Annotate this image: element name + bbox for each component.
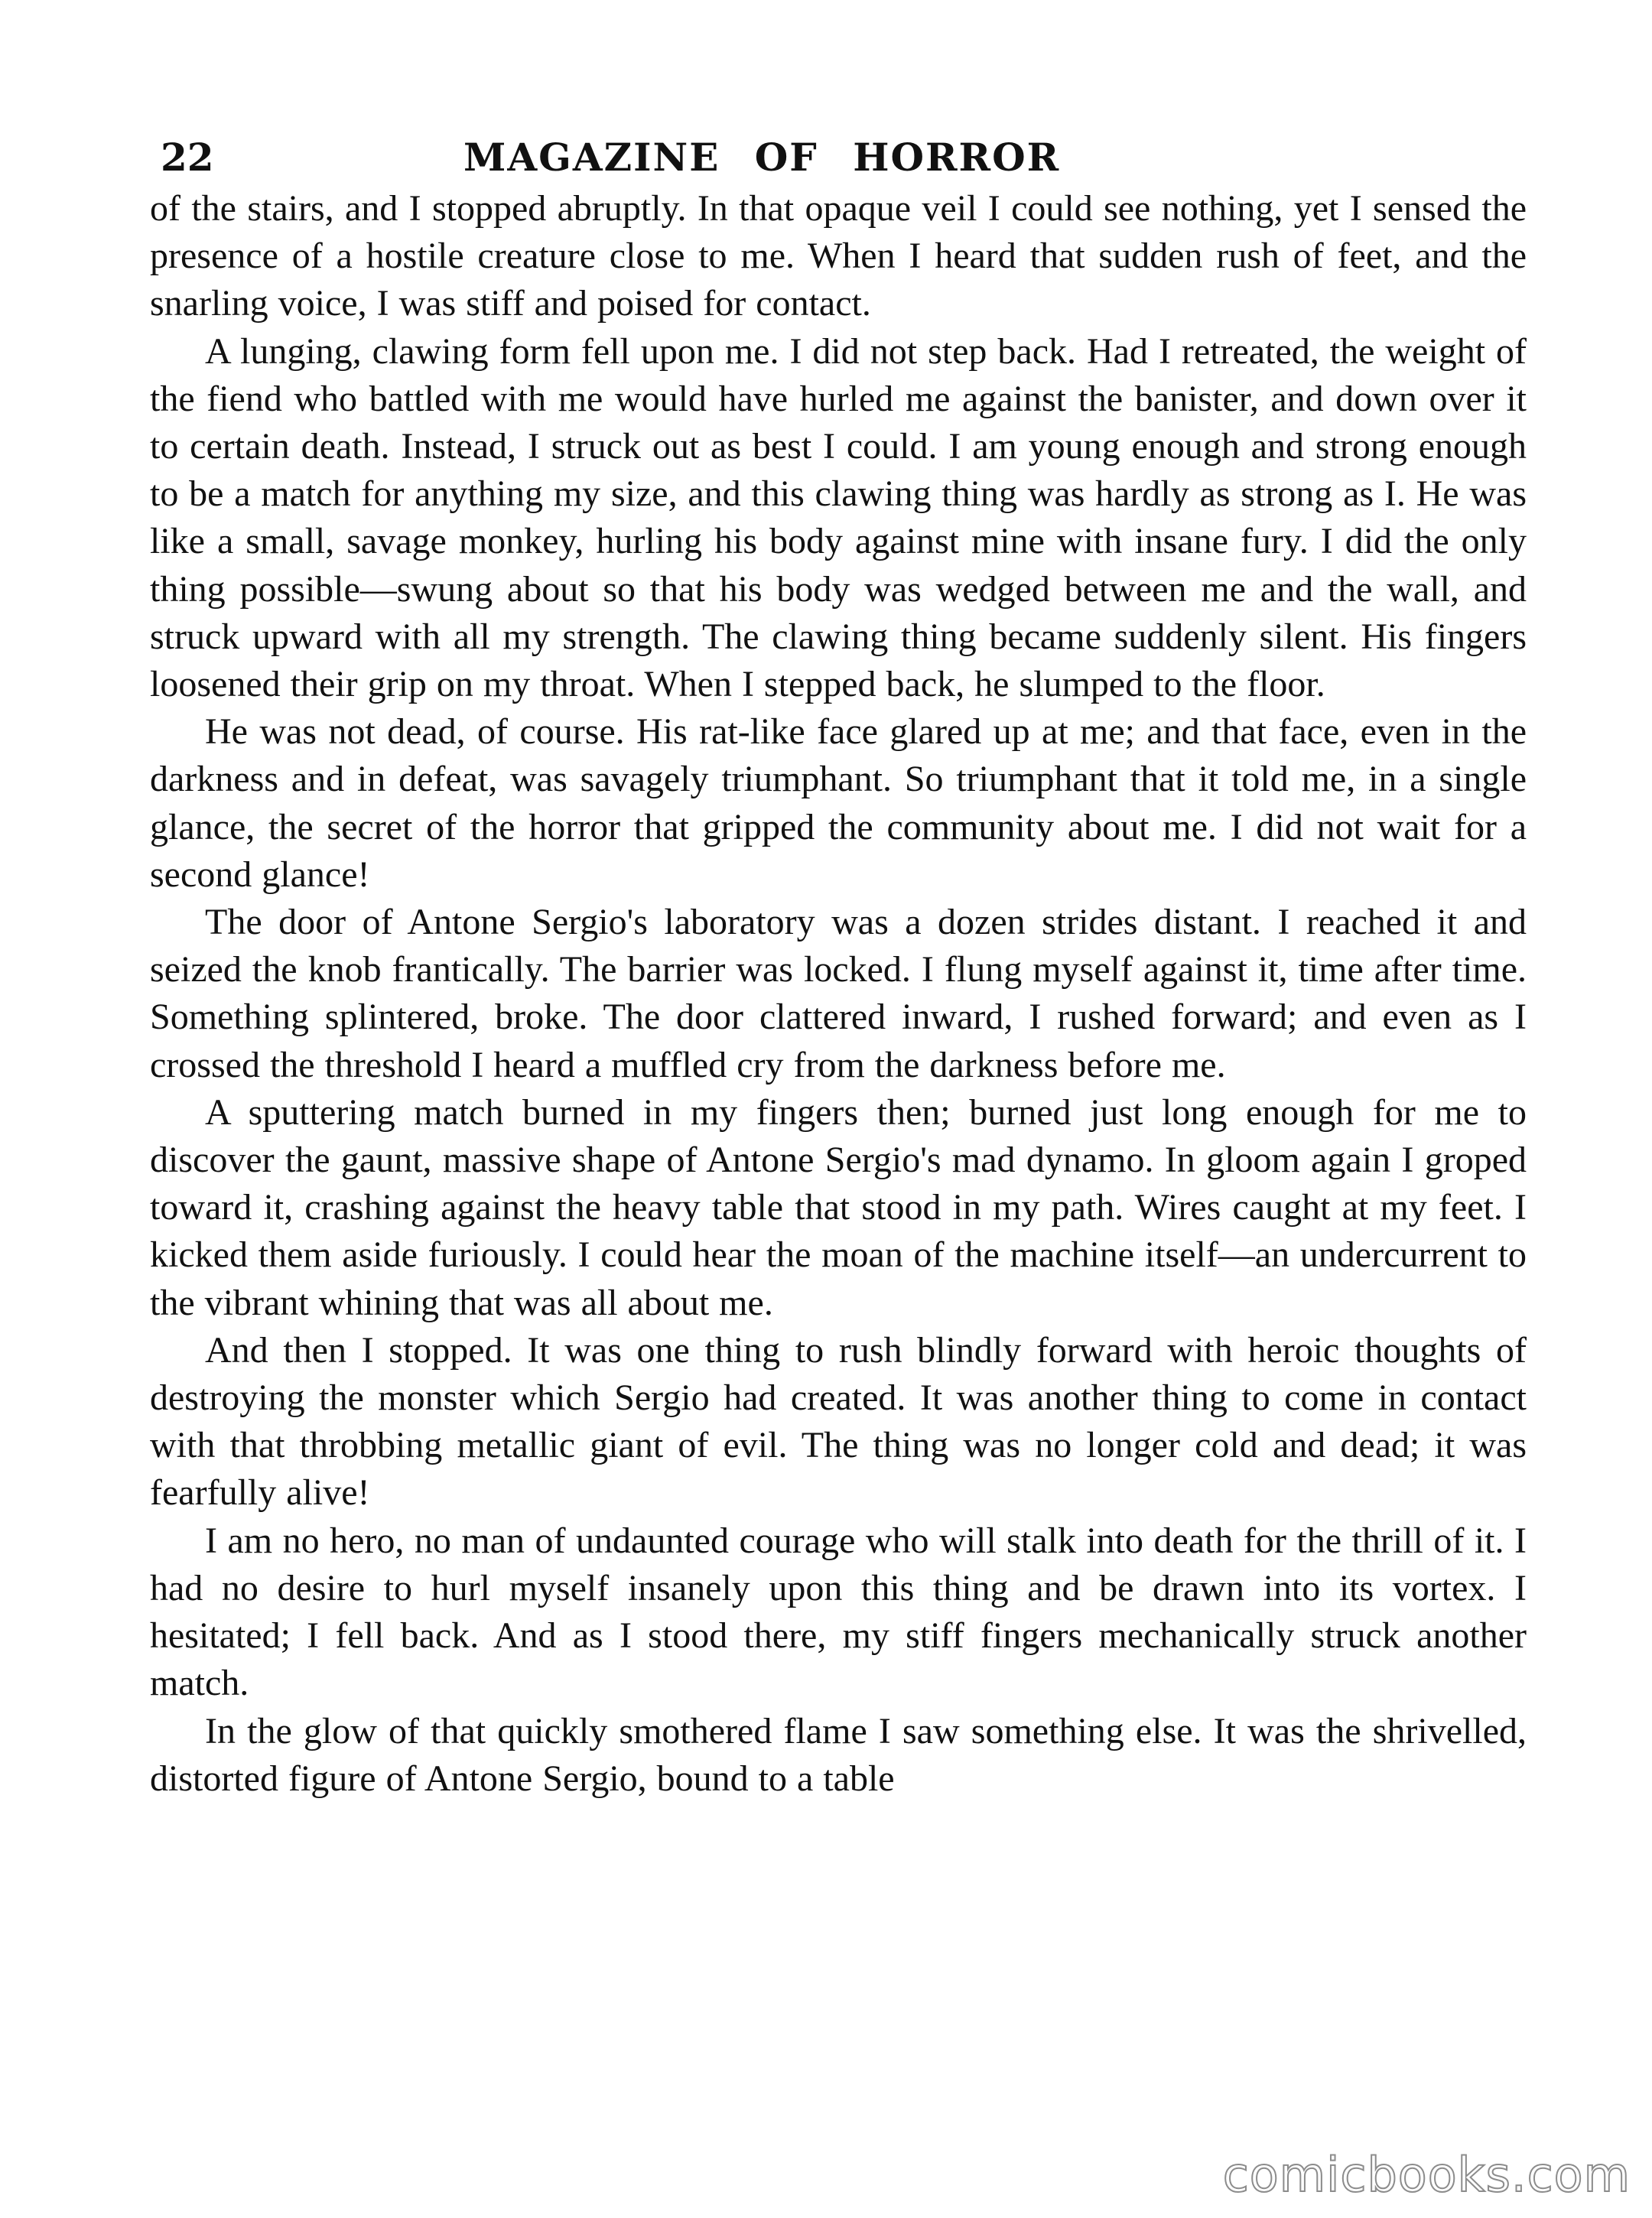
story-text	[150, 185, 1527, 1803]
paragraph: The door of Antone Sergio's laboratory was a dozen strides distant. I reached it and seized the knob frantically. The barrier was locked. I flung myself against it, time after time. Something splintered, broke. The door clattered inward, I rushed forward; and even as I crossed the threshold I heard a muffled cry from the darkness before me.	[150, 902, 1527, 1085]
paragraph: A sputtering match burned in my fingers then; burned just long enough for me to discover the gaunt, massive shape of Antone Sergio's mad dynamo. In gloom again I groped toward it, crashing against the heavy table that stood in my path. Wires caught at my feet. I kicked them aside furiously. I could hear the moan of the machine itself—an undercurrent to the vibrant whining that was all about me.	[150, 1091, 1527, 1323]
paragraph: And then I stopped. It was one thing to rush blindly forward with heroic thoughts of destroying the monster which Sergio had created. It was another thing to come in contact with that throbbing metallic giant of evil. The thing was no longer cold and dead; it was fearfully alive!	[150, 1329, 1527, 1514]
page-number: 22	[161, 135, 214, 180]
page-header	[150, 130, 1527, 185]
paragraph: In the glow of that quickly smothered flame I saw something else. It was the shrivelled, distorted figure of Antone Sergio, bound to a table	[150, 1710, 1527, 1799]
paragraph: of the stairs, and I stopped abruptly. In that opaque veil I could see nothing, yet I sensed the presence of a hostile creature close to me. When I heard that sudden rush of feet, and the snarling voice, I was stiff and poised for contact.	[150, 188, 1527, 324]
paragraph: I am no hero, no man of undaunted courage who will stalk into death for the thrill of it. I had no desire to hurl myself insanely upon this thing and be drawn into its vortex. I hesitated; I fell back. And as I stood there, my stiff fingers mechanically struck another match.	[150, 1520, 1527, 1704]
running-title: MAGAZINE OF HORROR	[463, 135, 1061, 180]
watermark: comicbooks.com	[1222, 2147, 1631, 2203]
paragraph: He was not dead, of course. His rat-like face glared up at me; and that face, even in the darkness and in defeat, was savagely triumphant. So triumphant that it told me, in a single glance, the secret of the horror that gripped the community about me. I did not wait for a second glance!	[150, 711, 1527, 895]
magazine-page	[150, 130, 1527, 2180]
paragraph: A lunging, clawing form fell upon me. I did not step back. Had I retreated, the weight of the fiend who battled with me would have hurled me against the banister, and down over it to certain death. Instead, I struck out as best I could. I am young enough and strong enough to be a match for anything my size, and this clawing thing was hardly as strong as I. He was like a small, savage monkey, hurling his body against mine with insane fury. I did the only thing possible—swung about so that his body was wedged between me and the wall, and struck upward with all my strength. The clawing thing became suddenly silent. His fingers loosened their grip on my throat. When I stepped back, he slumped to the floor.	[150, 330, 1527, 705]
